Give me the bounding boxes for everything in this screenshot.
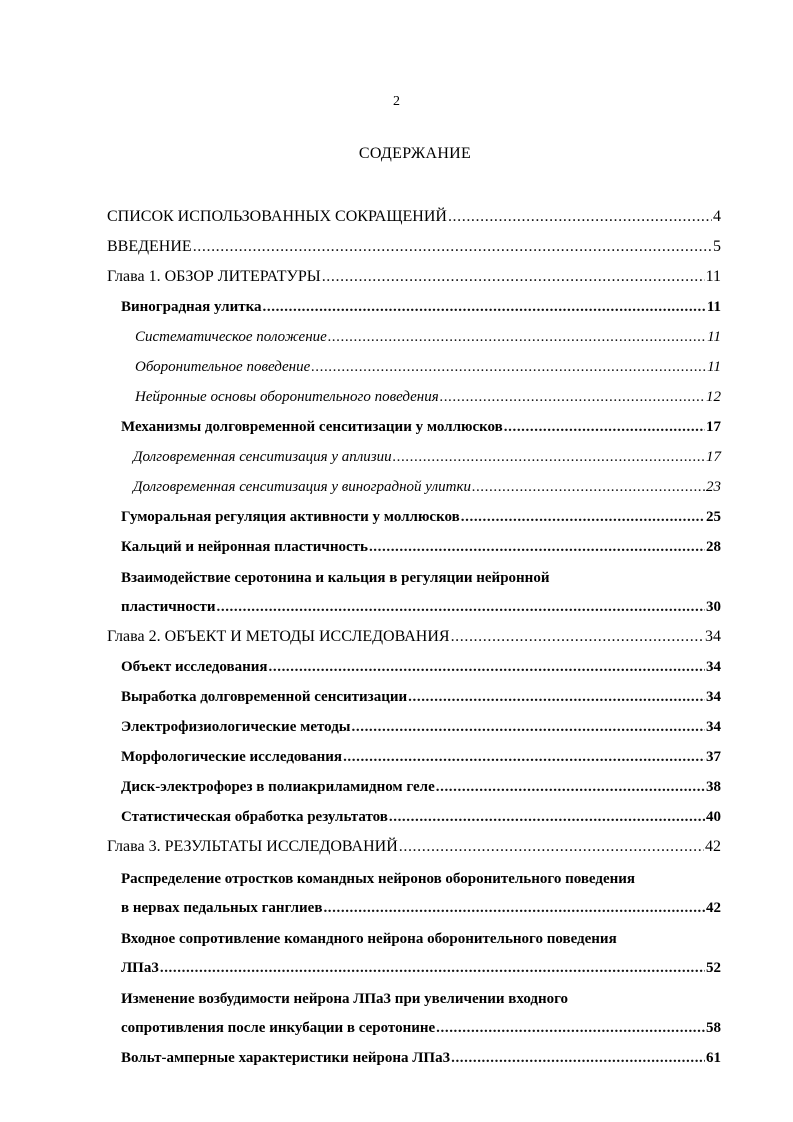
dot-leader [399,837,704,857]
toc-entry[interactable]: пластичности ..... 30 [121,597,721,617]
dot-leader [343,747,705,767]
toc-entry[interactable]: ЛПа3 ..... 52 [121,958,721,978]
toc-entry[interactable]: Механизмы долговременной сенситизации у моллюсков ..... 17 [121,417,721,437]
toc-entry[interactable]: Оборонительное поведение ..... 11 [135,357,721,377]
dot-leader [352,717,705,737]
dot-leader [451,1048,705,1068]
toc-entry-line1: Распределение отростков командных нейронов оборонительного поведения [121,871,636,887]
toc-entry[interactable]: Электрофизиологические методы ..... 34 [121,717,721,737]
dot-leader [389,807,705,827]
toc-entry[interactable]: в нервах педальных ганглиев ..... 42 [121,898,721,918]
toc-entry-line1: Входное сопротивление командного нейрона оборонительного поведения [121,931,617,947]
dot-leader [160,958,705,978]
toc-entry[interactable]: Глава 1. ОБЗОР ЛИТЕРАТУРЫ ..... 11 [107,267,721,287]
dot-leader [448,207,712,227]
page-title: СОДЕРЖАНИЕ [358,145,472,162]
toc-entry[interactable]: Глава 3. РЕЗУЛЬТАТЫ ИССЛЕДОВАНИЙ ..... 42 [107,837,721,857]
dot-leader [504,417,705,437]
dot-leader [269,657,705,677]
toc-entry[interactable]: Статистическая обработка результатов ..... 40 [121,807,721,827]
toc-entry[interactable]: Диск-электрофорез в полиакриламидном геле ..... 38 [121,777,721,797]
toc-entry-line1: Изменение возбудимости нейрона ЛПа3 при увеличении входного [121,991,569,1007]
toc-entry[interactable]: Вольт-амперные характеристики нейрона ЛПа3 ..... 61 [121,1048,721,1068]
dot-leader [323,898,705,918]
toc-entry[interactable]: Глава 2. ОБЪЕКТ И МЕТОДЫ ИССЛЕДОВАНИЯ ..... 34 [107,627,721,647]
dot-leader [263,297,706,317]
dot-leader [217,597,706,617]
toc-entry[interactable]: Систематическое положение ..... 11 [135,327,721,347]
toc-entry[interactable]: Выработка долговременной сенситизации ..... 34 [121,687,721,707]
toc-entry[interactable]: сопротивления после инкубации в серотонине ..... 58 [121,1018,721,1038]
dot-leader [311,357,706,377]
toc-entry[interactable]: СПИСОК ИСПОЛЬЗОВАННЫХ СОКРАЩЕНИЙ ..... 4 [107,207,721,227]
dot-leader [472,477,705,497]
toc-entry[interactable]: ВВЕДЕНИЕ ..... 5 [107,237,721,257]
toc-entry-line1: Взаимодействие серотонина и кальция в регуляции нейронной [121,570,550,586]
dot-leader [328,327,706,347]
toc-entry[interactable]: Кальций и нейронная пластичность ..... 28 [121,537,721,557]
toc-entry[interactable]: Долговременная сенситизация у аплизии ..... 17 [133,447,721,467]
dot-leader [322,267,705,287]
toc-entry[interactable]: Гуморальная регуляция активности у моллюсков ..... 25 [121,507,721,527]
dot-leader [440,387,705,407]
dot-leader [369,537,705,557]
toc-entry[interactable]: Виноградная улитка ..... 11 [121,297,721,317]
toc-entry[interactable]: Долговременная сенситизация у виноградной улитки ..... 23 [133,477,721,497]
toc-entry[interactable]: Нейронные основы оборонительного поведения ..... 12 [135,387,721,407]
dot-leader [393,447,705,467]
dot-leader [451,627,704,647]
dot-leader [436,1018,705,1038]
dot-leader [193,237,712,257]
toc-entry[interactable]: Объект исследования ..... 34 [121,657,721,677]
dot-leader [436,777,705,797]
dot-leader [461,507,705,527]
dot-leader [408,687,705,707]
page-number: 2 [393,94,400,109]
toc-entry[interactable]: Морфологические исследования ..... 37 [121,747,721,767]
